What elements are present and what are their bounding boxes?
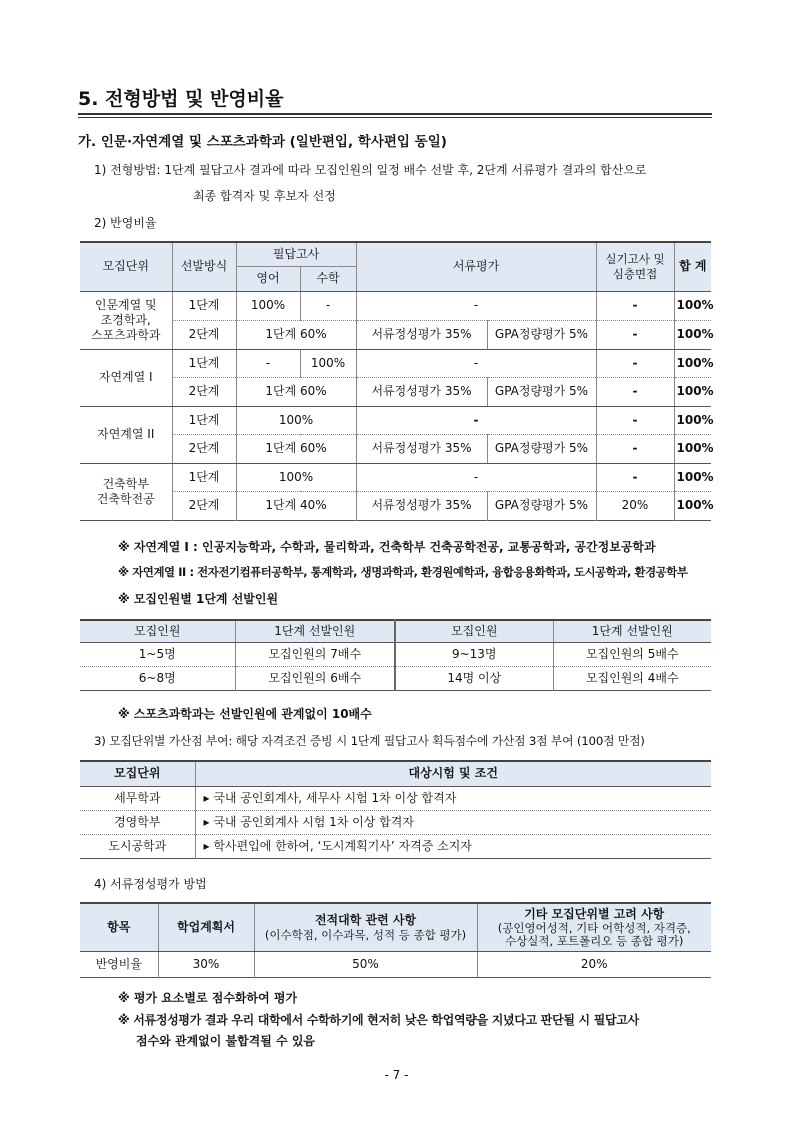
section-title: 5. 전형방법 및 반영비율 <box>78 88 284 110</box>
enrollment-range: 6~8명 <box>80 666 235 690</box>
doc-ratio: - <box>356 406 596 434</box>
header-enrollment: 모집인원 <box>80 620 235 642</box>
condition-tax: ▸ 국내 공인회계사, 세무사 시험 1차 이상 합격자 <box>195 786 711 810</box>
stage: 1단계 <box>172 463 236 491</box>
header-other-sub: (공인영어성적, 기타 어학성적, 자격증, 수상실적, 포트폴리오 등 종합 평가) <box>497 921 691 948</box>
header-major <box>254 903 477 951</box>
unit-natural-2: 자연계열 II <box>80 406 172 463</box>
header-practical: 실기고사 및 심층면접 <box>596 242 674 291</box>
total-ratio: 100% <box>674 491 711 520</box>
item-4-label: 4) 서류정성평가 방법 <box>94 877 207 891</box>
doc-qual-ratio: 서류정성평가 35% <box>356 320 487 349</box>
enrollment-range: 9~13명 <box>395 642 553 666</box>
practical-ratio: - <box>596 434 674 463</box>
unit-urban: 도시공학과 <box>80 834 195 858</box>
doc-quant-ratio: GPA정량평가 5% <box>487 491 596 520</box>
doc-quant-ratio: GPA정량평가 5% <box>487 320 596 349</box>
doc-ratio: - <box>356 463 596 491</box>
selection-multiple: 모집인원의 5배수 <box>553 642 711 666</box>
enrollment-range: 14명 이상 <box>395 666 553 690</box>
row-label: 반영비율 <box>80 951 158 977</box>
practical-ratio: - <box>596 406 674 434</box>
total-ratio: 100% <box>674 463 711 491</box>
note-sports: ※ 스포츠과학과는 선발인원에 관계없이 10배수 <box>118 707 372 721</box>
written-ratio: 100% <box>236 406 356 434</box>
doc-quant-ratio: GPA정량평가 5% <box>487 377 596 406</box>
enrollment-range: 1~5명 <box>80 642 235 666</box>
bonus-table <box>80 760 711 859</box>
header-plan: 학업계획서 <box>158 903 254 951</box>
total-ratio: 100% <box>674 349 711 377</box>
doc-ratio: - <box>356 349 596 377</box>
header-major-sub: (이수학점, 이수과목, 성적 등 종합 평가) <box>264 927 467 942</box>
written-ratio: 1단계 40% <box>236 491 356 520</box>
plan-ratio: 30% <box>158 951 254 977</box>
ratio-table <box>80 241 714 521</box>
page-number: - 7 - <box>384 1068 409 1082</box>
header-unit: 모집단위 <box>80 242 172 291</box>
header-stage1-selection: 1단계 선발인원 <box>553 620 711 642</box>
header-stage1-selection: 1단계 선발인원 <box>235 620 395 642</box>
total-ratio: 100% <box>674 320 711 349</box>
total-ratio: 100% <box>674 291 711 320</box>
header-major-title: 전적대학 관련 사항 <box>314 912 417 927</box>
note-scoring: ※ 평가 요소별로 점수화하여 평가 <box>118 991 298 1005</box>
math-ratio: 100% <box>300 349 356 377</box>
note-fail-2: 점수와 관계없이 불합격될 수 있음 <box>136 1034 316 1048</box>
other-ratio: 20% <box>477 951 711 977</box>
doc-quant-ratio: GPA정량평가 5% <box>487 434 596 463</box>
header-condition: 대상시험 및 조건 <box>195 761 711 786</box>
selection-multiple: 모집인원의 7배수 <box>235 642 395 666</box>
stage: 2단계 <box>172 377 236 406</box>
stage: 1단계 <box>172 349 236 377</box>
written-ratio: 1단계 60% <box>236 320 356 349</box>
header-unit: 모집단위 <box>80 761 195 786</box>
header-english: 영어 <box>236 266 300 291</box>
selection-table <box>80 619 711 691</box>
practical-ratio: - <box>596 291 674 320</box>
eval-table <box>80 902 711 978</box>
unit-natural-1: 자연계열 I <box>80 349 172 406</box>
practical-ratio: - <box>596 320 674 349</box>
doc-qual-ratio: 서류정성평가 35% <box>356 434 487 463</box>
condition-urban: ▸ 학사편입에 한하여, ‘도시계획기사’ 자격증 소지자 <box>195 834 711 858</box>
stage: 1단계 <box>172 406 236 434</box>
header-doc: 서류평가 <box>356 242 596 291</box>
unit-humanities: 인문계열 및 조경학과, 스포츠과학과 <box>80 291 172 349</box>
note-fail-1: ※ 서류정성평가 결과 우리 대학에서 수학하기에 현저히 낮은 학업역량을 지녔다고 판단될 시 필답고사 <box>118 1013 639 1027</box>
item-3-label: 3) 모집단위별 가산점 부여: 해당 자격조건 증빙 시 1단계 필답고사 획득점수에 가산점 3점 부여 (100점 만점) <box>94 734 645 748</box>
major-ratio: 50% <box>254 951 477 977</box>
item-1-label: 1) 전형방법: 1단계 필답고사 결과에 따라 모집인원의 일정 배수 선발 후, 2단계 서류평가 결과의 합산으로 <box>94 163 647 177</box>
unit-tax: 세무학과 <box>80 786 195 810</box>
item-1-continuation: 최종 합격자 및 후보자 선정 <box>193 189 336 203</box>
written-ratio: 1단계 60% <box>236 377 356 406</box>
total-ratio: 100% <box>674 434 711 463</box>
section-rule-thin <box>78 117 712 118</box>
header-enrollment: 모집인원 <box>395 620 553 642</box>
note-selection-heading: ※ 모집인원별 1단계 선발인원 <box>118 592 279 606</box>
practical-ratio: - <box>596 377 674 406</box>
note-natural-1: ※ 자연계열 I : 인공지능학과, 수학과, 물리학과, 건축학부 건축공학전공, 교통공학과, 공간정보공학과 <box>118 540 656 554</box>
english-ratio: - <box>236 349 300 377</box>
selection-multiple: 모집인원의 6배수 <box>235 666 395 690</box>
note-natural-2: ※ 자연계열 II : 전자전기컴퓨터공학부, 통계학과, 생명과학과, 환경원예학과, 융합응용화학과, 도시공학과, 환경공학부 <box>118 565 688 579</box>
item-2-label: 2) 반영비율 <box>94 216 157 230</box>
unit-business: 경영학부 <box>80 810 195 834</box>
written-ratio: 100% <box>236 463 356 491</box>
header-item: 항목 <box>80 903 158 951</box>
doc-ratio: - <box>356 291 596 320</box>
stage: 2단계 <box>172 491 236 520</box>
header-method: 선발방식 <box>172 242 236 291</box>
section-rule <box>78 113 712 115</box>
practical-ratio: - <box>596 349 674 377</box>
doc-qual-ratio: 서류정성평가 35% <box>356 377 487 406</box>
header-math: 수학 <box>300 266 356 291</box>
written-ratio: 1단계 60% <box>236 434 356 463</box>
total-ratio: 100% <box>674 377 711 406</box>
practical-ratio: 20% <box>596 491 674 520</box>
condition-business: ▸ 국내 공인회계사 시험 1차 이상 합격자 <box>195 810 711 834</box>
header-total: 합 계 <box>674 242 711 291</box>
doc-qual-ratio: 서류정성평가 35% <box>356 491 487 520</box>
header-other <box>477 903 711 951</box>
english-ratio: 100% <box>236 291 300 320</box>
practical-ratio: - <box>596 463 674 491</box>
unit-architecture: 건축학부 건축학전공 <box>80 463 172 520</box>
subsection-title: 가. 인문·자연계열 및 스포츠과학과 (일반편입, 학사편입 동일) <box>78 134 447 150</box>
total-ratio: 100% <box>674 406 711 434</box>
header-other-title: 기타 모집단위별 고려 사항 <box>524 907 665 922</box>
stage: 2단계 <box>172 434 236 463</box>
math-ratio: - <box>300 291 356 320</box>
stage: 2단계 <box>172 320 236 349</box>
header-written: 필답고사 <box>236 242 356 266</box>
selection-multiple: 모집인원의 4배수 <box>553 666 711 690</box>
stage: 1단계 <box>172 291 236 320</box>
